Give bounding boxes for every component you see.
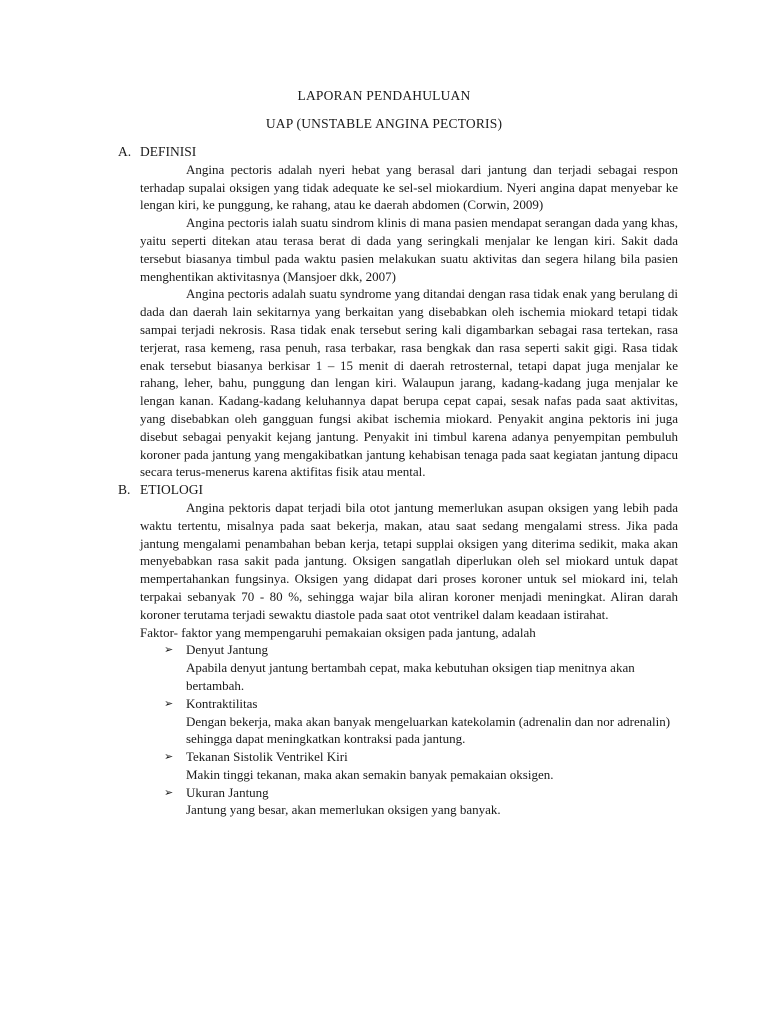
section-body-etiologi <box>118 499 678 624</box>
section-heading-etiologi <box>118 481 678 499</box>
arrow-bullet-icon: ➢ <box>164 696 174 710</box>
paragraph: Angina pectoris ialah suatu sindrom klinis di mana pasien mendapat serangan dada yang khas, yaitu seperti ditekan atau terasa berat di dada yang seringkali menjalar ke lengan kiri. Sakit dada tersebut biasanya timbul pada waktu pasien melakukan suatu aktivitas dan segera hilang bila pasien menghentikan aktivitasnya (Mansjoer dkk, 2007) <box>140 215 678 284</box>
factors-intro: Faktor- faktor yang mempengaruhi pemakaian oksigen pada jantung, adalah <box>140 624 536 640</box>
section-letter: B. <box>118 482 131 498</box>
section-letter: A. <box>118 144 132 159</box>
document-body <box>118 143 678 819</box>
list-item <box>118 748 678 784</box>
factor-name: Denyut Jantung <box>186 642 268 658</box>
section-body-definisi <box>118 161 678 481</box>
section-title: DEFINISI <box>140 144 197 159</box>
list-item <box>118 784 678 820</box>
section-title: ETIOLOGI <box>140 482 203 498</box>
factor-description: Dengan bekerja, maka akan banyak mengeluarkan katekolamin (adrenalin dan nor adrenalin) sehingga dapat meningkatkan kontraksi pada jantung. <box>186 713 671 747</box>
arrow-bullet-icon: ➢ <box>164 643 174 657</box>
list-item <box>118 641 678 694</box>
list-item <box>118 695 678 748</box>
factor-name: Kontraktilitas <box>186 695 258 711</box>
paragraph: Angina pectoris adalah nyeri hebat yang berasal dari jantung dan terjadi sebagai respon terhadap supalai oksigen yang tidak adequate ke sel-sel miokardium. Nyeri angina dapat menyebar ke lengan kiri, ke punggung, ke rahang, atau ke daerah abdomen (Corwin, 2009) <box>140 161 678 213</box>
factor-description: Makin tinggi tekanan, maka akan semakin banyak pemakaian oksigen. <box>186 766 554 782</box>
arrow-bullet-icon: ➢ <box>164 750 174 764</box>
factor-description: Apabila denyut jantung bertambah cepat, maka kebutuhan oksigen tiap menitnya akan bertambah. <box>186 660 635 693</box>
factor-name: Tekanan Sistolik Ventrikel Kiri <box>186 749 348 765</box>
document-subtitle: UAP (UNSTABLE ANGINA PECTORIS) <box>265 116 503 131</box>
section-heading-definisi <box>118 143 678 161</box>
paragraph: Angina pektoris dapat terjadi bila otot jantung memerlukan asupan oksigen yang lebih pada waktu tertentu, misalnya pada saat bekerja, makan, atau saat sedang mengalami stress. Jika pada jantung mengalami penambahan beban kerja, tetapi supplai oksigen yang diterima sedikit, maka akan menyebabkan rasa sakit pada jantung. Oksigen sangatlah diperlukan oleh sel miokard untuk dapat mempertahankan fungsinya. Oksigen yang didapat dari proses koroner untuk sel miokard ini, telah terpakai sebanyak 70 - 80 %, sehingga wajar bila aliran koroner menjadi meningkat. Aliran darah koroner terutama terjadi sewaktu diastole pada saat otot ventrikel dalam keadaan istirahat. <box>140 499 678 622</box>
factors-list <box>118 641 678 819</box>
factor-name: Ukuran Jantung <box>186 784 269 800</box>
arrow-bullet-icon: ➢ <box>164 785 174 799</box>
document-title: LAPORAN PENDAHULUAN <box>297 88 471 103</box>
paragraph: Angina pectoris adalah suatu syndrome yang ditandai dengan rasa tidak enak yang berulang di dada dan daerah lain sekitarnya yang berkaitan yang disebabkan oleh ischemia miokard tetapi tidak sampai terjadi nekrosis. Rasa tidak enak tersebut sering kali digambarkan sebagai rasa tertekan, rasa terjerat, rasa kemeng, rasa penuh, rasa terbakar, rasa bengkak dan rasa seperti sakit gigi. Rasa tidak enak tersebut biasanya berkisar 1 – 15 menit di daerah retrosternal, tetapi dapat juga menjalar ke rahang, leher, bahu, punggung dan lengan kiri. Walaupun jarang, kadang-kadang juga menjalar ke lengan kanan. Kadang-kadang keluhannya dapat berupa cepat capai, sesak nafas pada saat aktivitas, yang disebabkan oleh gangguan fungsi akibat ischemia miokard. Penyakit angina pektoris ini juga disebut sebagai penyakit kejang jantung. Penyakit ini timbul karena adanya penyempitan pembuluh koroner pada jantung yang mengakibatkan jantung kehabisan tenaga pada saat kegiatan jantung dipacu secara terus-menerus karena aktifitas fisik atau mental. <box>140 286 678 480</box>
factor-description: Jantung yang besar, akan memerlukan oksigen yang banyak. <box>186 802 501 818</box>
